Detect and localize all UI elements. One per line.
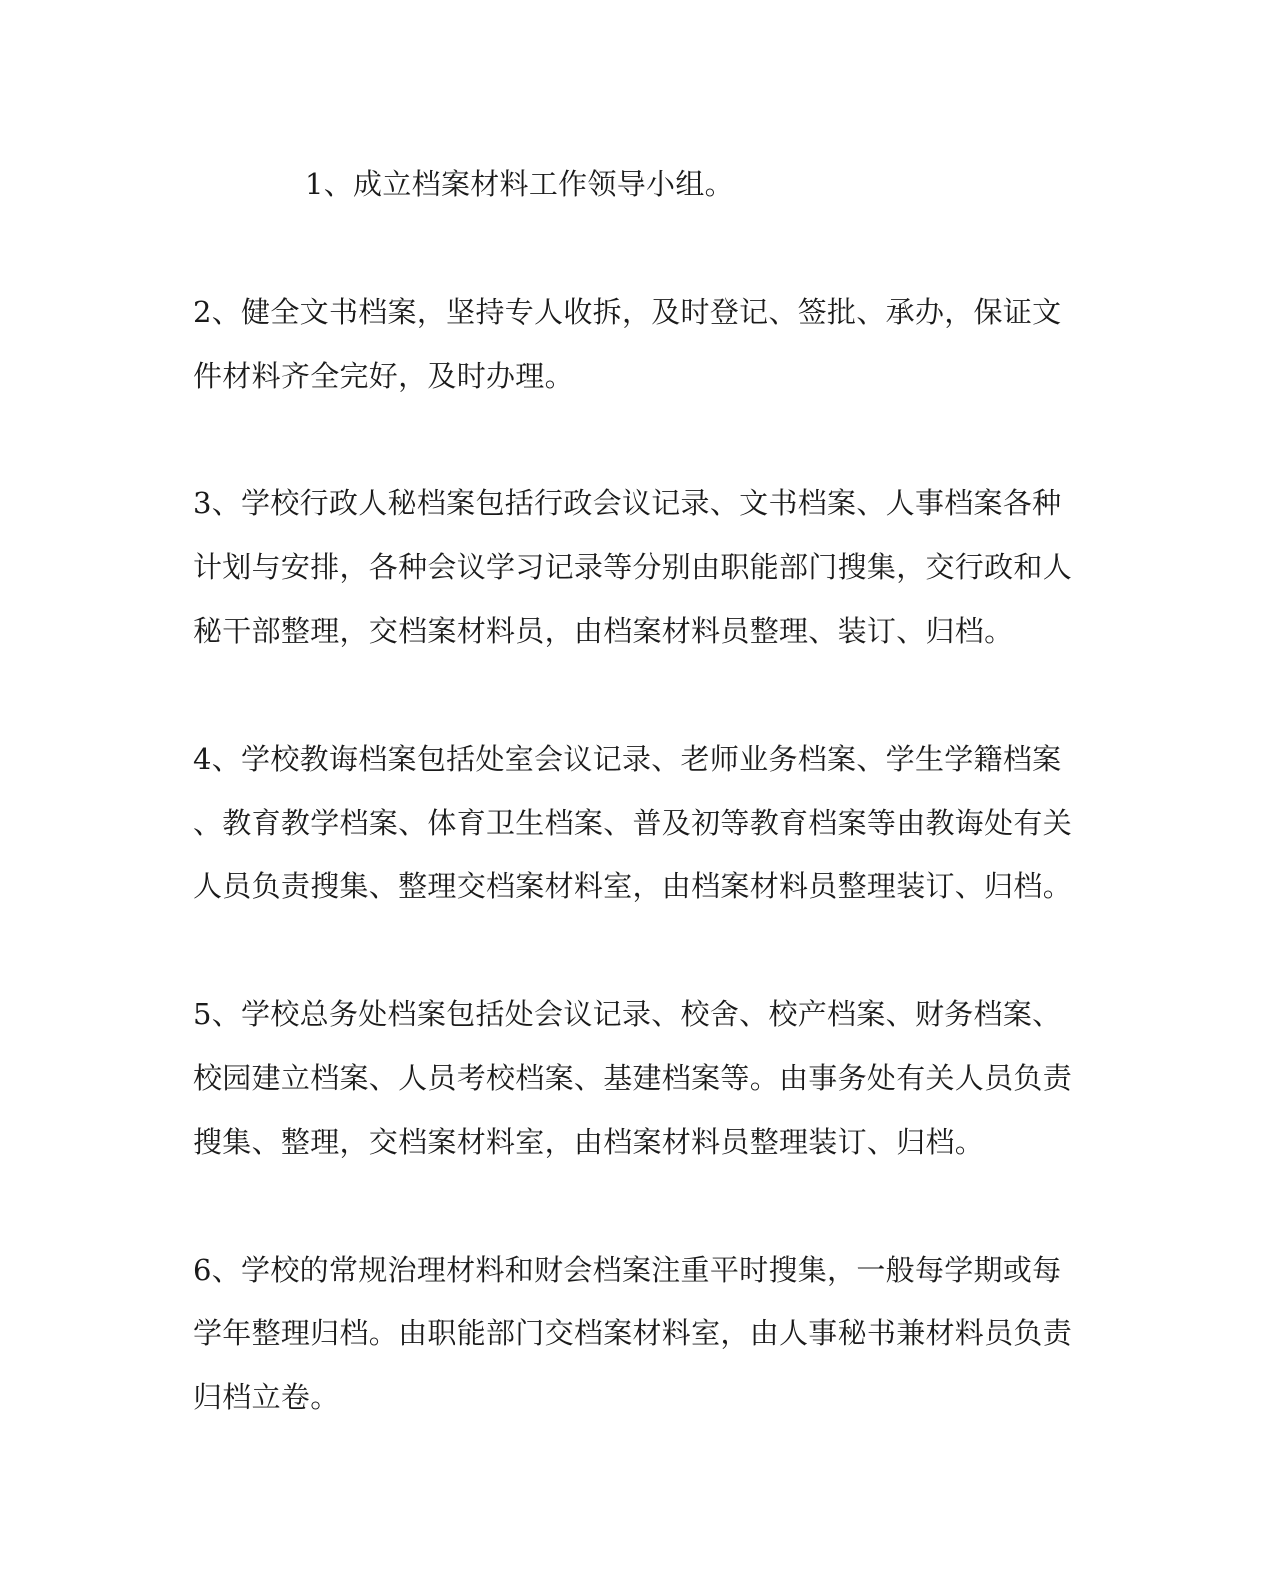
paragraph-3-line-3: 秘干部整理，交档案材料员，由档案材料员整理、装订、归档。 bbox=[193, 614, 1014, 648]
paragraph-6-line-1: 6、学校的常规治理材料和财会档案注重平时搜集，一般每学期或每 bbox=[193, 1253, 1062, 1287]
paragraph-4-line-3: 人员负责搜集、整理交档案材料室，由档案材料员整理装订、归档。 bbox=[193, 869, 1073, 903]
paragraph-5-line-3: 搜集、整理，交档案材料室，由档案材料员整理装订、归档。 bbox=[193, 1125, 985, 1159]
paragraph-5-line-2: 校园建立档案、人员考校档案、基建档案等。由事务处有关人员负责 bbox=[193, 1061, 1073, 1095]
paragraph-6-line-2: 学年整理归档。由职能部门交档案材料室，由人事秘书兼材料员负责 bbox=[193, 1316, 1073, 1350]
paragraph-3-line-2: 计划与安排，各种会议学习记录等分别由职能部门搜集，交行政和人 bbox=[193, 550, 1073, 584]
paragraph-1-line-1: 1、成立档案材料工作领导小组。 bbox=[305, 167, 734, 201]
paragraph-5-line-1: 5、学校总务处档案包括处会议记录、校舍、校产档案、财务档案、 bbox=[193, 997, 1062, 1031]
paragraph-3-line-1: 3、学校行政人秘档案包括行政会议记录、文书档案、人事档案各种 bbox=[193, 486, 1062, 520]
paragraph-4-line-2: 、教育教学档案、体育卫生档案、普及初等教育档案等由教诲处有关 bbox=[193, 806, 1073, 840]
paragraph-2-line-1: 2、健全文书档案，坚持专人收拆，及时登记、签批、承办，保证文 bbox=[193, 295, 1062, 329]
paragraph-4-line-1: 4、学校教诲档案包括处室会议记录、老师业务档案、学生学籍档案 bbox=[193, 742, 1062, 776]
paragraph-6-line-3: 归档立卷。 bbox=[193, 1380, 340, 1414]
paragraph-2-line-2: 件材料齐全完好，及时办理。 bbox=[193, 359, 574, 393]
